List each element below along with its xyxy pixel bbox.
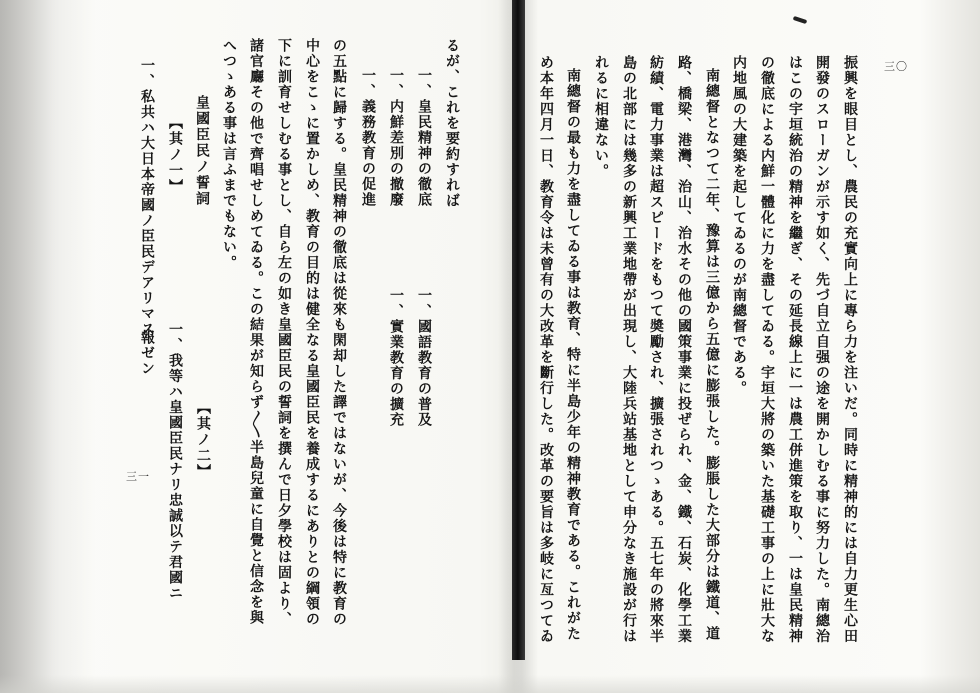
text-column: 島の北部には幾多の新興工業地帶が出現し、大陸兵站基地として申分なき施設が行は	[621, 55, 637, 644]
summary-item: 一、内鮮差別の撤廢	[388, 68, 404, 208]
text-column: 中心をこゝに置かしめ、教育の目的は健全なる皇國臣民を養成するにありとの綱領の	[304, 38, 320, 627]
text-column: 振興を眼目とし、農民の充實向上に專ら力を注いだ。同時に精神的には自力更生心田	[842, 55, 858, 644]
oath-line: 報ゼン	[139, 330, 155, 377]
text-column: 諸官廳その他で齊唱せしめてゐる。この結果が知らず〳〵半島兒童に自覺と信念を與	[248, 38, 264, 626]
oath-section-heading: 【其ノ二】	[195, 400, 211, 480]
text-column: へつゝある事は言ふまでもない。	[221, 38, 237, 271]
text-column: 南總督の最も力を盡してゐる事は教育、特に半島少年の精神教育である。これがた	[565, 68, 581, 642]
text-column: 開發のスローガンが示す如く、先づ自立自强の途を開かしむる事に努力した。南總治	[814, 55, 830, 644]
text-column: 路、橋梁、港灣、治山、治水その他の國策事業に投ぜられ、金、鐵、石炭、化學工業	[676, 55, 692, 644]
summary-item: 一、皇民精神の徹底	[416, 68, 432, 208]
oath-line: 一、私共ハ大日本帝國ノ臣民デアリマス	[139, 58, 155, 337]
text-column: るが、これを要約すれば	[444, 38, 460, 209]
book-gutter	[512, 0, 525, 660]
page-shadow	[0, 0, 95, 693]
text-column: め本年四月一日、教育令は未曾有の大改革を斷行した。改革の要旨は多岐に亙つてゐ	[538, 55, 554, 644]
text-column: 内地風の大建築を起してゐるのが南總督である。	[731, 55, 747, 396]
text-column: 南總督となつて二年、豫算は三億から五億に膨張した。膨脹した大部分は鐵道、道	[704, 68, 720, 642]
oath-section-heading: 【其ノ一】	[167, 115, 183, 195]
text-column: の徹底による内鮮一體化に力を盡してゐる。宇垣大將の築いた基礎工事の上に壯大な	[759, 55, 775, 644]
text-column: 紡績、電力事業は超スピードをもつて奬勵され、擴張されつゝある。五七年の將來半	[648, 55, 664, 644]
oath-title: 皇國臣民ノ誓詞	[194, 95, 210, 207]
text-column: の五點に歸する。皇民精神の徹底は從來も閑却した譯ではないが、今後は特に教育の	[331, 38, 347, 627]
page-number-right: 三〇	[884, 60, 908, 73]
text-column: れるに相違ない。	[593, 55, 609, 179]
summary-item: 一、實業教育の擴充	[388, 288, 404, 428]
page-number-left: 三一	[126, 470, 150, 483]
summary-item: 一、國語教育の普及	[416, 288, 432, 428]
text-column: 下に訓育せしむる事とし、自ら左の如き皇國臣民の誓詞を撰んで日夕學校は固より、	[276, 38, 292, 627]
oath-line: 一、我等ハ皇國臣民ナリ忠誠以テ君國ニ	[167, 322, 183, 601]
text-column: はこの宇垣統治の精神を繼ぎ、その延長線上に一は農工併進策を取り、一は皇民精神	[787, 55, 803, 644]
summary-item: 一、義務教育の促進	[360, 68, 376, 208]
page-bottom-edge	[0, 675, 980, 693]
